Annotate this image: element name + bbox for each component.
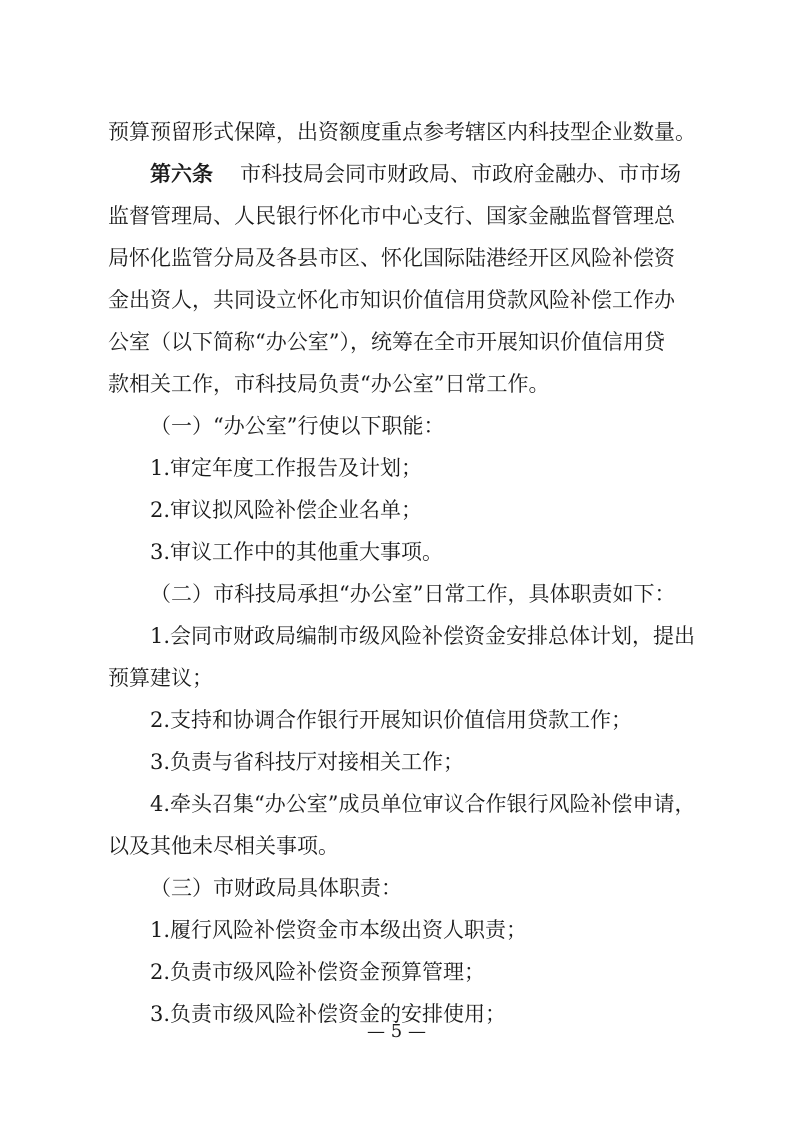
text-line: 局怀化监管分局及各县市区、怀化国际陆港经开区风险补偿资 <box>108 246 675 270</box>
text-line: 以及其他未尽相关事项。 <box>108 834 339 858</box>
text-line: 2.负责市级风险补偿资金预算管理； <box>150 960 486 984</box>
article-heading-line <box>0 154 793 194</box>
list-item-continuation <box>0 658 793 698</box>
page-number: — 5 — <box>367 1021 426 1042</box>
text-line: 3.负责市级风险补偿资金的安排使用； <box>150 1002 507 1026</box>
text-line: 市科技局会同市财政局、市政府金融办、市市场 <box>240 162 681 186</box>
text-line: 金出资人，共同设立怀化市知识价值信用贷款风险补偿工作办 <box>108 288 675 312</box>
list-item <box>0 700 793 740</box>
list-item <box>0 952 793 992</box>
text-line: （三）市财政局具体职责： <box>150 876 402 900</box>
text-line: 3.审议工作中的其他重大事项。 <box>150 540 444 564</box>
text-line: （一）“办公室”行使以下职能： <box>150 414 445 438</box>
list-item-continuation <box>0 826 793 866</box>
text-line: 2.支持和协调合作银行开展知识价值信用贷款工作； <box>150 708 633 732</box>
text-line: 款相关工作，市科技局负责“办公室”日常工作。 <box>108 372 550 396</box>
section-title <box>0 406 793 446</box>
list-item <box>0 742 793 782</box>
text-line: 4.牵头召集“办公室”成员单位审议合作银行风险补偿申请， <box>150 792 696 816</box>
list-item <box>0 784 793 824</box>
paragraph-line <box>0 322 793 362</box>
list-item <box>0 532 793 572</box>
text-line: 3.负责与省科技厅对接相关工作； <box>150 750 465 774</box>
text-line: 监督管理局、人民银行怀化市中心支行、国家金融监督管理总 <box>108 204 675 228</box>
list-item <box>0 910 793 950</box>
text-line: 公室（以下简称“办公室”），统筹在全市开展知识价值信用贷 <box>108 330 665 354</box>
list-item <box>0 490 793 530</box>
text-line: 1.审定年度工作报告及计划； <box>150 456 423 480</box>
text-line: 预算预留形式保障，出资额度重点参考辖区内科技型企业数量。 <box>108 120 696 144</box>
text-line: （二）市科技局承担“办公室”日常工作，具体职责如下： <box>150 582 676 606</box>
text-line: 2.审议拟风险补偿企业名单； <box>150 498 423 522</box>
text-line: 1.履行风险补偿资金市本级出资人职责； <box>150 918 528 942</box>
article-number: 第六条 <box>150 161 213 186</box>
paragraph-line <box>0 280 793 320</box>
text-line: 预算建议； <box>108 666 213 690</box>
section-title <box>0 574 793 614</box>
paragraph-line <box>0 196 793 236</box>
text-line: 1.会同市财政局编制市级风险补偿资金安排总体计划，提出 <box>150 624 696 648</box>
list-item <box>0 616 793 656</box>
paragraph-line <box>0 364 793 404</box>
section-title <box>0 868 793 908</box>
paragraph-line <box>0 238 793 278</box>
paragraph-line <box>0 112 793 152</box>
list-item <box>0 448 793 488</box>
